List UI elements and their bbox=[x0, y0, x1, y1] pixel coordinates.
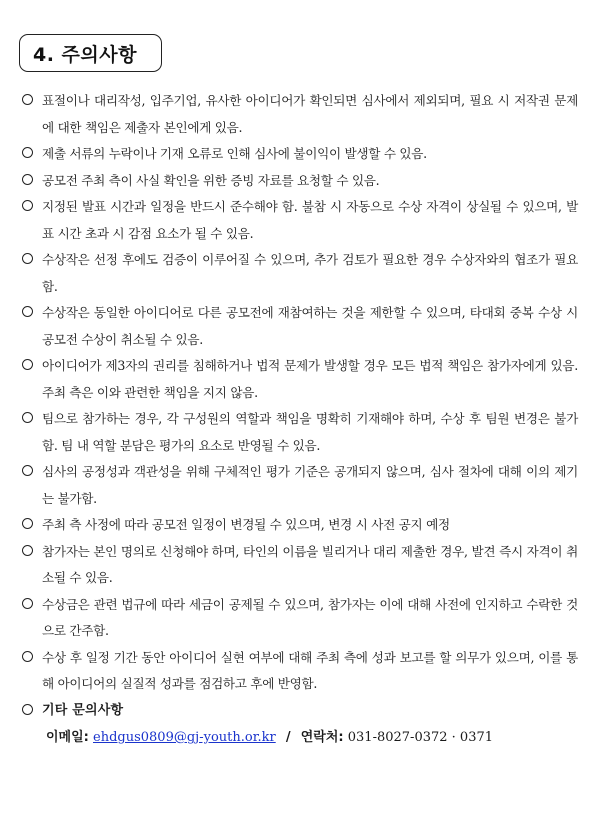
list-item bbox=[22, 141, 578, 168]
list-item bbox=[22, 88, 578, 141]
list-item-text: 수상 후 일정 기간 동안 아이디어 실현 여부에 대해 주최 측에 성과 보고를 할 의무가 있으며, 이를 통해 아이디어의 실질적 성과를 점검하고 후에 반영함. bbox=[42, 649, 578, 691]
list-item-text: 주최 측 사정에 따라 공모전 일정이 변경될 수 있으며, 변경 시 사전 공지 예정 bbox=[42, 517, 450, 532]
circle-bullet-icon bbox=[22, 539, 42, 566]
circle-bullet-icon bbox=[22, 141, 42, 168]
list-item-text: 팀으로 참가하는 경우, 각 구성원의 역할과 책임을 명확히 기재해야 하며, 수상 후 팀원 변경은 불가함. 팀 내 역할 분담은 평가의 요소로 반영될 수 있음. bbox=[42, 411, 578, 453]
list-item-text: 표절이나 대리작성, 입주기업, 유사한 아이디어가 확인되면 심사에서 제외되며, 필요 시 저작권 문제에 대한 책임은 제출자 본인에게 있음. bbox=[42, 93, 578, 135]
list-item bbox=[22, 406, 578, 459]
list-item-text: 수상작은 선정 후에도 검증이 이루어질 수 있으며, 추가 검토가 필요한 경우 수상자와의 협조가 필요함. bbox=[42, 252, 578, 294]
circle-bullet-icon bbox=[22, 698, 42, 725]
list-item bbox=[22, 592, 578, 645]
list-item-text: 참가자는 본인 명의로 신청해야 하며, 타인의 이름을 빌리거나 대리 제출한 경우, 발견 즉시 자격이 취소될 수 있음. bbox=[42, 543, 578, 585]
circle-bullet-icon bbox=[22, 645, 42, 672]
circle-bullet-icon bbox=[22, 459, 42, 486]
phone-label: 연락처: bbox=[300, 730, 344, 745]
list-item bbox=[22, 512, 578, 539]
list-item bbox=[22, 459, 578, 512]
list-item bbox=[22, 645, 578, 698]
other-inquiries-title: 기타 문의사항 bbox=[42, 702, 124, 718]
list-item bbox=[22, 247, 578, 300]
list-item-text: 제출 서류의 누락이나 기재 오류로 인해 심사에 불이익이 발생할 수 있음. bbox=[42, 146, 427, 161]
circle-bullet-icon bbox=[22, 88, 42, 115]
circle-bullet-icon bbox=[22, 512, 42, 539]
circle-bullet-icon bbox=[22, 194, 42, 221]
list-item-text: 수상금은 관련 법규에 따라 세금이 공제될 수 있으며, 참가자는 이에 대해 사전에 인지하고 수락한 것으로 간주함. bbox=[42, 596, 578, 638]
circle-bullet-icon bbox=[22, 406, 42, 433]
circle-bullet-icon bbox=[22, 300, 42, 327]
list-item bbox=[22, 194, 578, 247]
circle-bullet-icon bbox=[22, 168, 42, 195]
circle-bullet-icon bbox=[22, 247, 42, 274]
other-inquiries-heading bbox=[22, 698, 578, 725]
phone-number: 031-8027-0372 · 0371 bbox=[347, 730, 494, 745]
notice-list bbox=[22, 88, 578, 751]
list-item-text: 지정된 발표 시간과 일정을 반드시 준수해야 함. 불참 시 자동으로 수상 자격이 상실될 수 있으며, 발표 시간 초과 시 감점 요소가 될 수 있음. bbox=[42, 199, 578, 241]
list-item-text: 아이디어가 제3자의 권리를 침해하거나 법적 문제가 발생할 경우 모든 법적 책임은 참가자에게 있음. 주최 측은 이와 관련한 책임을 지지 않음. bbox=[42, 358, 578, 400]
section-title: 4. 주의사항 bbox=[19, 34, 162, 72]
contact-separator: / bbox=[285, 730, 291, 745]
circle-bullet-icon bbox=[22, 592, 42, 619]
list-item bbox=[22, 539, 578, 592]
email-link[interactable]: ehdgus0809@gj-youth.or.kr bbox=[93, 730, 276, 745]
list-item bbox=[22, 353, 578, 406]
list-item-text: 수상작은 동일한 아이디어로 다른 공모전에 재참여하는 것을 제한할 수 있으며, 타대회 중복 수상 시 공모전 수상이 취소될 수 있음. bbox=[42, 305, 578, 347]
list-item bbox=[22, 168, 578, 195]
list-item-text: 공모전 주최 측이 사실 확인을 위한 증빙 자료를 요청할 수 있음. bbox=[42, 172, 380, 188]
contact-line bbox=[22, 725, 578, 751]
list-item-text: 심사의 공정성과 객관성을 위해 구체적인 평가 기준은 공개되지 않으며, 심사 절차에 대해 이의 제기는 불가함. bbox=[42, 464, 578, 506]
circle-bullet-icon bbox=[22, 353, 42, 380]
email-label: 이메일: bbox=[46, 730, 89, 745]
list-item bbox=[22, 300, 578, 353]
